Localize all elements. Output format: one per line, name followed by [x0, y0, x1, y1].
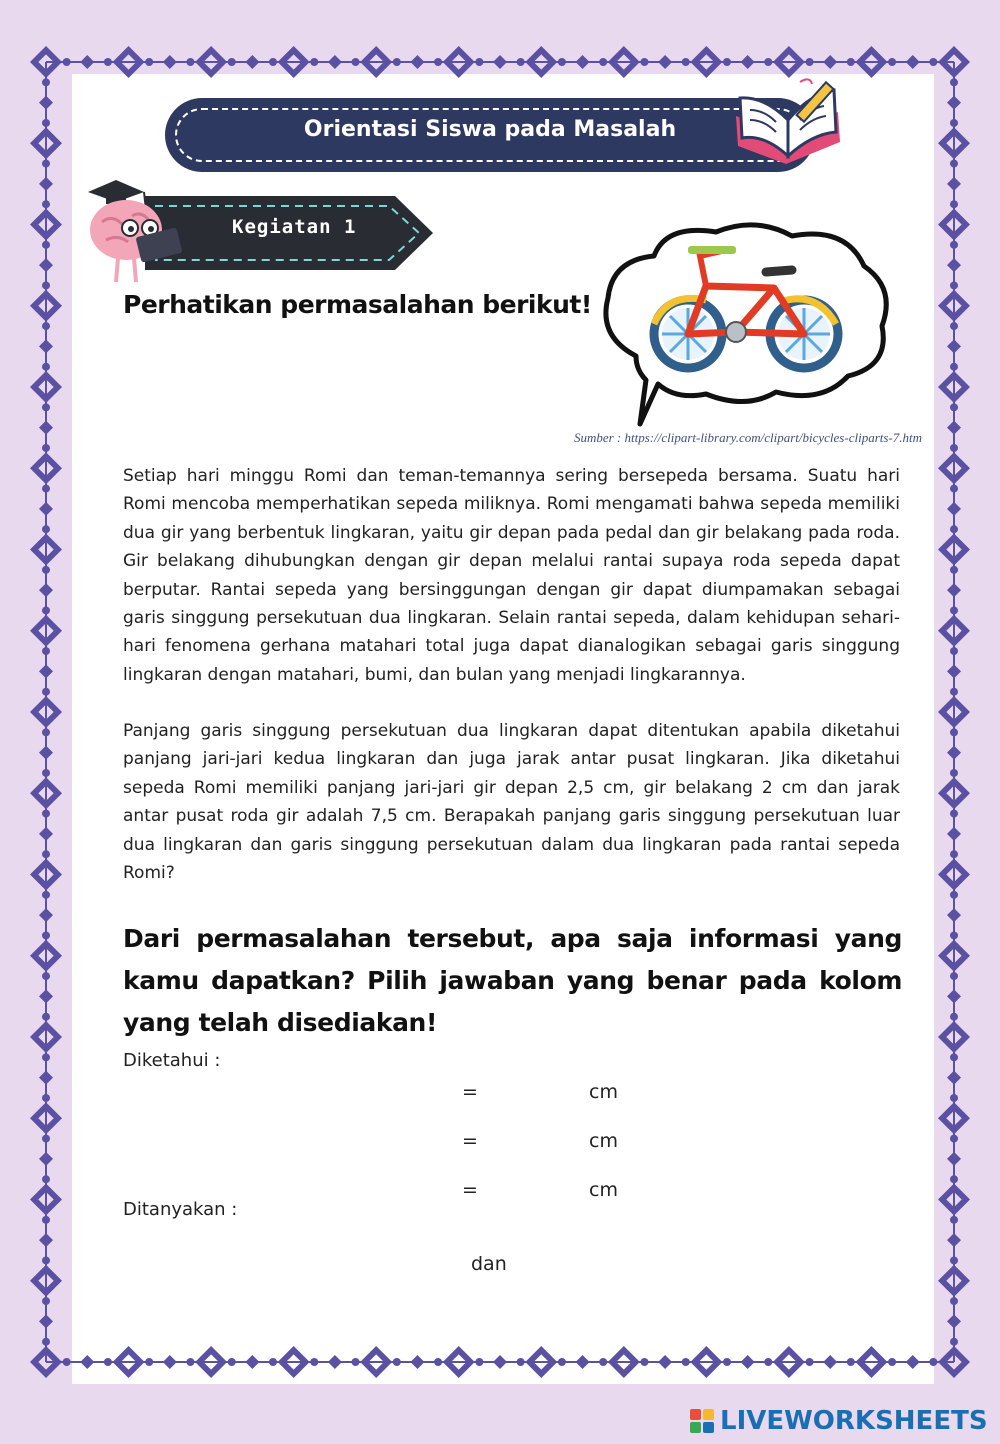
known-equals-2: = [462, 1130, 478, 1152]
known-label: Diketahui : [123, 1050, 221, 1071]
title-banner [165, 98, 815, 172]
story-paragraph-2: Panjang garis singgung persekutuan dua lingkaran dapat ditentukan apabila diketahui panjang jari-jari kedua lingkaran dan juga jarak antar pusat lingkaran. Jika diketahui sepeda Romi memiliki panjang jari-jari gir depan 2,5 cm, gir belakang 2 cm dan jarak antar pusat roda gir adalah 7,5 cm. Berapakah panjang garis singgung persekutuan luar dua lingkaran dan garis singgung persekutuan dalam dua lingkaran pada rantai sepeda Romi? [123, 721, 900, 884]
asked-label: Ditanyakan : [123, 1199, 238, 1220]
asked-connector: dan [471, 1253, 507, 1275]
brand-text: LIVEWORKSHEETS [720, 1406, 988, 1436]
question-text: Dari permasalahan tersebut, apa saja informasi yang kamu dapatkan? Pilih jawaban yang benar pada kolom yang telah disediakan! [123, 924, 902, 1037]
activity-label: Kegiatan 1 [232, 216, 357, 238]
bicycle-illustration [596, 216, 896, 428]
known-equals-1: = [462, 1081, 478, 1103]
intro-heading: Perhatikan permasalahan berikut! [123, 290, 592, 319]
liveworksheets-logo[interactable] [690, 1403, 988, 1439]
liveworksheets-grid-icon [690, 1409, 714, 1433]
known-equals-3: = [462, 1179, 478, 1201]
known-unit-2: cm [589, 1130, 618, 1152]
title-text: Orientasi Siswa pada Masalah [303, 117, 677, 142]
known-unit-3: cm [589, 1179, 618, 1201]
known-unit-1: cm [589, 1081, 618, 1103]
brain-mascot-icon [82, 170, 192, 290]
image-source: Sumber : https://clipart-library.com/clipart/bicycles-cliparts-7.htm [573, 430, 922, 445]
story-paragraph-1: Setiap hari minggu Romi dan teman-temannya sering bersepeda bersama. Suatu hari Romi mencoba memperhatikan sepeda miliknya. Romi mengamati bahwa sepeda memiliki dua gir yang berbentuk lingkaran, yaitu gir depan pada pedal dan gir belakang pada roda. Gir belakang dihubungkan dengan gir depan melalui rantai supaya roda sepeda dapat berputar. Rantai sepeda yang bersinggungan dengan gir dapat diumpamakan sebagai garis singgung persekutuan dua lingkaran. Selain rantai sepeda, dalam kehidupan sehari-hari fenomena gerhana matahari total juga dapat dianalogikan sebagai garis singgung lingkaran dengan matahari, bumi, dan bulan yang menjadi lingkarannya. [123, 466, 900, 685]
open-book-icon [728, 76, 856, 168]
